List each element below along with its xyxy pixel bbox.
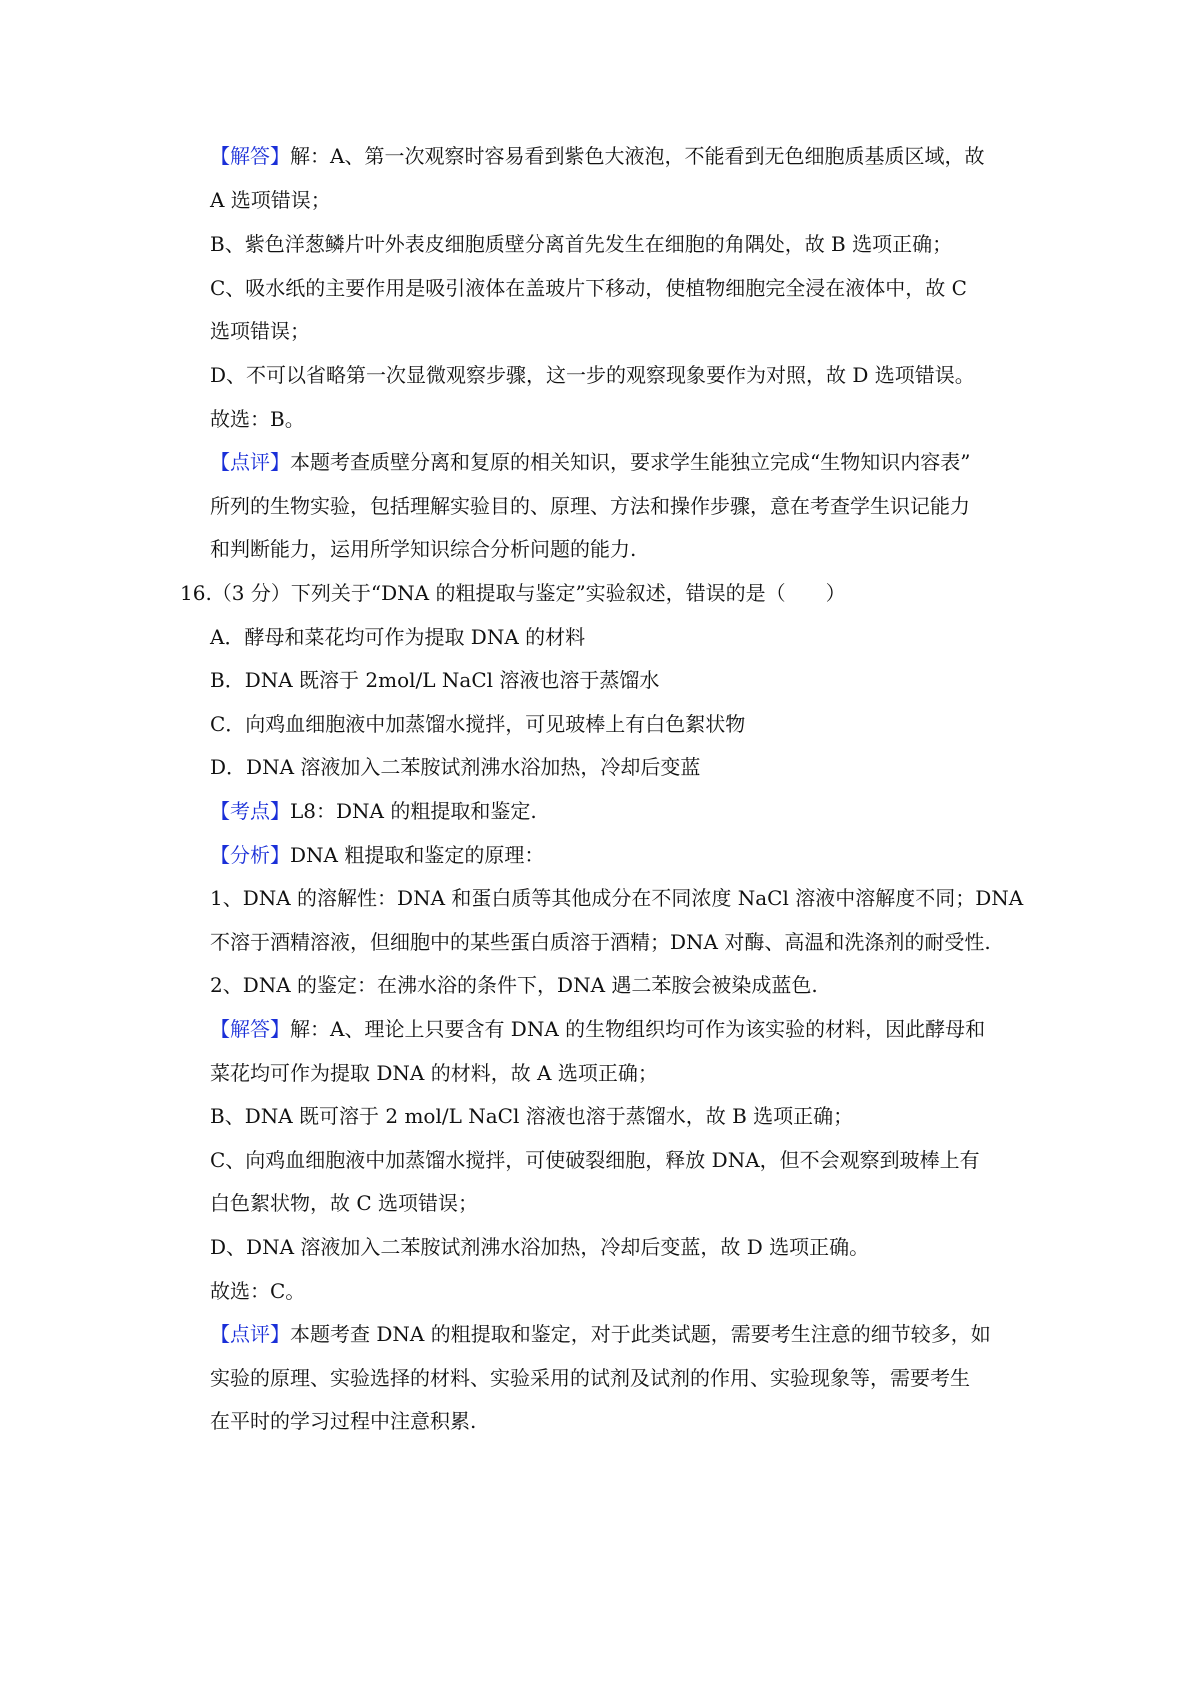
option-a: A．酵母和菜花均可作为提取 DNA 的材料	[210, 625, 586, 649]
answer-line-1	[210, 1016, 985, 1042]
prev-answer-line-4: C、吸水纸的主要作用是吸引液体在盖玻片下移动，使植物细胞完全浸在液体中，故 C	[210, 276, 967, 300]
analysis-line-3: 不溶于酒精溶液，但细胞中的某些蛋白质溶于酒精；DNA 对酶、高温和洗涤剂的耐受性.	[210, 930, 991, 954]
answer-tag: 【解答】	[210, 144, 290, 168]
review-line-1	[210, 1321, 991, 1347]
answer-text-1: 解：A、理论上只要含有 DNA 的生物组织均可作为该实验的材料，因此酵母和	[290, 1017, 986, 1041]
prev-answer-line-5: 选项错误；	[210, 319, 310, 343]
option-d: D．DNA 溶液加入二苯胺试剂沸水浴加热，冷却后变蓝	[210, 755, 701, 779]
prev-answer-text-1: 解：A、第一次观察时容易看到紫色大液泡，不能看到无色细胞质基质区域，故	[290, 144, 985, 168]
analysis-text-1: DNA 粗提取和鉴定的原理：	[290, 843, 545, 867]
point-text: L8：DNA 的粗提取和鉴定.	[290, 799, 537, 823]
option-b: B．DNA 既溶于 2mol/L NaCl 溶液也溶于蒸馏水	[210, 668, 660, 692]
review-text-1: 本题考查 DNA 的粗提取和鉴定，对于此类试题，需要考生注意的细节较多，如	[290, 1322, 991, 1346]
analysis-line-1	[210, 842, 544, 868]
answer-line-5: 白色絮状物，故 C 选项错误；	[210, 1191, 479, 1215]
review-line-2: 实验的原理、实验选择的材料、实验采用的试剂及试剂的作用、实验现象等，需要考生	[210, 1366, 970, 1390]
answer-line-4: C、向鸡血细胞液中加蒸馏水搅拌，可使破裂细胞，释放 DNA，但不会观察到玻棒上有	[210, 1148, 980, 1172]
answer-tag: 【解答】	[210, 1017, 290, 1041]
answer-line-6: D、DNA 溶液加入二苯胺试剂沸水浴加热，冷却后变蓝，故 D 选项正确。	[210, 1235, 870, 1259]
prev-answer-line-7: 故选：B。	[210, 407, 305, 431]
prev-review-line-1	[210, 449, 970, 475]
prev-answer-line-2: A 选项错误；	[210, 188, 331, 212]
review-tag: 【点评】	[210, 1322, 290, 1346]
prev-review-text-1: 本题考查质壁分离和复原的相关知识，要求学生能独立完成“生物知识内容表”	[290, 450, 971, 474]
prev-review-line-3: 和判断能力，运用所学知识综合分析问题的能力.	[210, 537, 637, 561]
prev-answer-line-3: B、紫色洋葱鳞片叶外表皮细胞质壁分离首先发生在细胞的角隅处，故 B 选项正确；	[210, 232, 953, 256]
answer-line-2: 菜花均可作为提取 DNA 的材料，故 A 选项正确；	[210, 1061, 658, 1085]
point-tag: 【考点】	[210, 799, 290, 823]
prev-answer-line-6: D、不可以省略第一次显微观察步骤，这一步的观察现象要作为对照，故 D 选项错误。	[210, 363, 975, 387]
analysis-line-4: 2、DNA 的鉴定：在沸水浴的条件下，DNA 遇二苯胺会被染成蓝色.	[210, 973, 818, 997]
question-16-stem: 16.（3 分）下列关于“DNA 的粗提取与鉴定”实验叙述，错误的是（ ）	[180, 581, 846, 605]
analysis-line-2: 1、DNA 的溶解性：DNA 和蛋白质等其他成分在不同浓度 NaCl 溶液中溶解度不同；DNA	[210, 886, 1024, 910]
review-tag: 【点评】	[210, 450, 290, 474]
knowledge-point-line	[210, 798, 537, 824]
prev-review-line-2: 所列的生物实验，包括理解实验目的、原理、方法和操作步骤，意在考查学生识记能力	[210, 494, 970, 518]
prev-answer-line-1	[210, 143, 984, 169]
answer-line-7: 故选：C。	[210, 1279, 306, 1303]
analysis-tag: 【分析】	[210, 843, 290, 867]
option-c: C．向鸡血细胞液中加蒸馏水搅拌，可见玻棒上有白色絮状物	[210, 712, 746, 736]
answer-line-3: B、DNA 既可溶于 2 mol/L NaCl 溶液也溶于蒸馏水，故 B 选项正确；	[210, 1104, 854, 1128]
review-line-3: 在平时的学习过程中注意积累.	[210, 1409, 477, 1433]
